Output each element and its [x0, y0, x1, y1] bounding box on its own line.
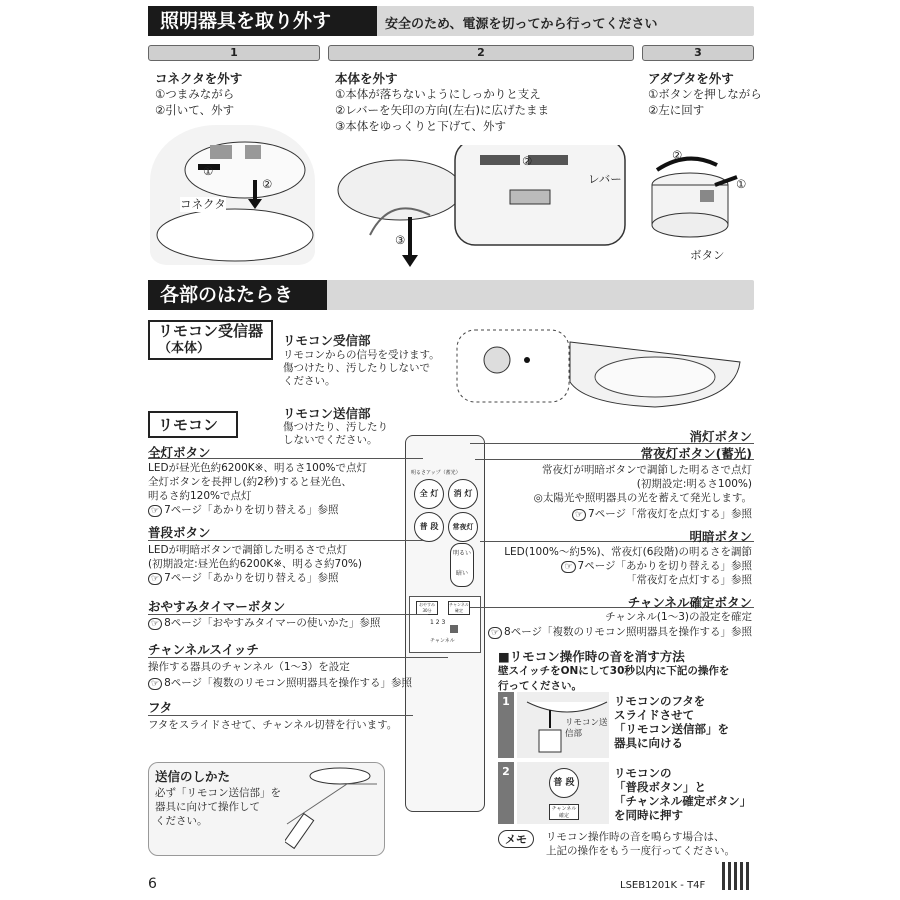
receiver-line-1: リモコンからの信号を受けます。	[283, 349, 440, 361]
reference-icon: ☞	[148, 618, 162, 630]
oyasumi-ref	[148, 616, 380, 630]
memo-badge: メモ	[498, 830, 534, 848]
mute-step-2-text	[614, 766, 751, 822]
zentou-ref-text: 7ページ「あかりを切り替える」参照	[164, 504, 339, 516]
mute-step-1-text	[614, 694, 729, 750]
receiver-unit-drawing	[455, 322, 753, 410]
futa-line-1: フタをスライドさせて、チャンネル切替を行います。	[148, 719, 398, 731]
fudan-button[interactable]: 普 段	[414, 512, 444, 542]
receiver-line-2: 傷つけたり、汚したりしないで	[283, 362, 430, 374]
jouyatou-button[interactable]: 常夜灯	[448, 512, 478, 542]
jouyatou-heading: 常夜灯ボタン(蓄光)	[640, 446, 752, 461]
mute-step-2-line-1: リモコンの	[614, 766, 672, 780]
step-3-line-1: ①ボタンを押しながら	[648, 87, 762, 101]
memo-line-2: 上記の操作をもう一度行ってください。	[546, 845, 735, 857]
step-3-header: 3	[642, 45, 754, 61]
kurai-label: 暗い	[455, 570, 468, 577]
transmitter-heading: リモコン送信部	[283, 406, 371, 421]
step-3-line-2: ②左に回す	[648, 103, 705, 117]
shoutou-heading: 消灯ボタン	[689, 429, 752, 444]
remote-control	[405, 435, 485, 812]
fudan-line-2: (初期設定:昼光色約6200K※、明るさ約70%)	[148, 558, 362, 570]
meian-ref	[561, 559, 752, 573]
oyasumi-heading: おやすみタイマーボタン	[148, 599, 286, 614]
receiver-box-label	[148, 320, 273, 360]
remove-body-drawing	[330, 145, 628, 267]
adapter-drawing	[645, 150, 755, 250]
zentou-button[interactable]: 全 灯	[414, 479, 444, 509]
mute-step-1-line-1: リモコンのフタを	[614, 694, 706, 708]
step-2-label-lever: レバー	[588, 172, 622, 186]
section1-title: 照明器具を取り外す	[148, 6, 377, 36]
step-3-illustration	[645, 150, 755, 250]
channel-numbers: 1 2 3	[430, 619, 446, 626]
send-line-2: 器具に向けて操作して	[155, 801, 260, 813]
send-line-1: 必ず「リモコン送信部」を	[155, 787, 281, 799]
channel-switch-heading: チャンネルスイッチ	[148, 642, 259, 657]
mute-fudan-button: 普 段	[549, 768, 579, 798]
remote-box-label: リモコン	[148, 411, 238, 438]
section2-title: 各部のはたらき	[148, 280, 327, 310]
step-3-label-1: ①	[736, 177, 747, 191]
remote-top-caption: 明るさアップ（蓄光）	[411, 470, 461, 476]
qr-code-icon	[722, 862, 750, 890]
remote-lid-area	[409, 596, 481, 653]
step-2-heading: 本体を外す	[335, 71, 398, 86]
mute-line-1: 壁スイッチをONにして30秒以内に下記の操作を	[498, 665, 730, 677]
mute-step-2-image	[517, 762, 609, 824]
receiver-box-title: リモコン受信器	[158, 322, 264, 340]
step-2-label-lever-arrow: ②	[522, 154, 533, 168]
zentou-heading: 全灯ボタン	[148, 445, 211, 460]
step-2-line-2: ②レバーを矢印の方向(左右)に広げたまま	[335, 103, 549, 117]
receiver-line-3: ください。	[283, 375, 336, 387]
akarui-label: 明るい	[452, 550, 471, 557]
akarui-kurai-rocker[interactable]	[450, 543, 474, 587]
oyasumi-ref-text: 8ページ「おやすみタイマーの使いかた」参照	[164, 617, 381, 629]
step-2-line-1: ①本体が落ちないようにしっかりと支え	[335, 87, 541, 101]
channel-kakutei-ref-text: 8ページ「複数のリモコン照明器具を操作する」参照	[504, 626, 752, 638]
channel-switch[interactable]	[450, 625, 458, 633]
zentou-ref	[148, 503, 339, 517]
mute-step-1-number: 1	[498, 692, 514, 758]
channel-kakutei-heading: チャンネル確定ボタン	[627, 595, 752, 610]
oyasumi-button[interactable]: おやすみ30分	[416, 601, 438, 615]
channel-switch-ref	[148, 676, 412, 690]
jouyatou-ref-text: 7ページ「常夜灯を点灯する」参照	[588, 508, 752, 520]
section1-notice: 安全のため、電源を切ってから行ってください	[385, 17, 658, 32]
meian-heading: 明暗ボタン	[689, 529, 752, 544]
jouyatou-line-1: 常夜灯が明暗ボタンで調節した明るさで点灯	[542, 464, 752, 476]
mute-step-1-line-2: スライドさせて	[614, 708, 695, 722]
receiver-heading: リモコン受信部	[283, 333, 371, 348]
mute-step-1-line-3: 「リモコン送信部」を	[614, 722, 729, 736]
reference-icon: ☞	[488, 627, 502, 639]
send-howto-drawing	[285, 764, 380, 852]
step-1-label-connector: コネクタ	[180, 197, 226, 211]
mute-step-2-line-4: を同時に押す	[614, 808, 683, 822]
futa-heading: フタ	[148, 700, 173, 715]
page-number: 6	[148, 876, 157, 892]
zentou-line-2: 全灯ボタンを長押し(約2秒)すると昼光色、	[148, 476, 352, 488]
jouyatou-line-2: (初期設定:明るさ100%)	[636, 478, 752, 490]
reference-icon: ☞	[148, 573, 162, 585]
transmitter-line-2: しないでください。	[283, 434, 378, 446]
reference-icon: ☞	[148, 505, 162, 517]
channel-switch-ref-text: 8ページ「複数のリモコン照明器具を操作する」参照	[164, 677, 413, 689]
fudan-line-1: LEDが明暗ボタンで調節した明るさで点灯	[148, 544, 348, 556]
jouyatou-ref	[572, 507, 752, 521]
document-code: LSEB1201K - T4F	[620, 880, 706, 891]
step-1-label-1: ①	[203, 164, 214, 178]
fudan-heading: 普段ボタン	[148, 525, 211, 540]
leader-futa	[148, 715, 413, 716]
reference-icon: ☞	[561, 561, 575, 573]
mute-step-1-line-4: 器具に向ける	[614, 736, 683, 750]
receiver-illustration	[455, 322, 753, 410]
memo-line-1: リモコン操作時の音を鳴らす場合は、	[546, 831, 725, 843]
transmitter-line-1: 傷つけたり、汚したり	[283, 421, 388, 433]
step-1-illustration	[150, 125, 315, 265]
channel-switch-line-1: 操作する器具のチャンネル（1〜3）を設定	[148, 661, 350, 673]
mute-step-2-line-2: 「普段ボタン」と	[614, 780, 706, 794]
step-2-illustration	[330, 145, 628, 267]
mute-channel-button: チャンネル確定	[549, 804, 579, 820]
meian-line-1: LED(100%〜約5%)、常夜灯(6段階)の明るさを調節	[504, 546, 752, 558]
channel-kakutei-line-1: チャンネル(1〜3)の設定を確定	[605, 611, 752, 623]
channel-kakutei-ref	[488, 625, 752, 639]
jouyatou-line-3: ◎太陽光や照明器具の光を蓄えて発光します。	[533, 492, 752, 504]
meian-ref-text: 7ページ「あかりを切り替える」参照	[577, 560, 752, 572]
step-3-label-2: ②	[672, 148, 683, 162]
mute-step-2-number: 2	[498, 762, 514, 824]
ceiling-connector-drawing	[150, 125, 315, 265]
step-1-header: 1	[148, 45, 320, 61]
step-1-line-1: ①つまみながら	[155, 87, 235, 101]
step-3-label-button: ボタン	[690, 248, 725, 262]
step-1-heading: コネクタを外す	[155, 71, 243, 86]
reference-icon: ☞	[148, 678, 162, 690]
mute-title: ■リモコン操作時の音を消す方法	[498, 649, 685, 664]
mute-step-2-line-3: 「チャンネル確定ボタン」	[614, 794, 752, 808]
zentou-line-3: 明るさ約120%で点灯	[148, 490, 252, 502]
step-2-label-down: ③	[395, 233, 406, 247]
send-line-3: ください。	[155, 815, 208, 827]
step-2-line-3: ③本体をゆっくりと下げて、外す	[335, 119, 506, 133]
step-2-header: 2	[328, 45, 634, 61]
fudan-ref	[148, 571, 339, 585]
fudan-ref-text: 7ページ「あかりを切り替える」参照	[164, 572, 339, 584]
shoutou-button[interactable]: 消 灯	[448, 479, 478, 509]
step-1-label-2: ②	[262, 177, 273, 191]
reference-icon: ☞	[572, 509, 586, 521]
zentou-line-1: LEDが昼光色約6200K※、明るさ100%で点灯	[148, 462, 367, 474]
step-1-line-2: ②引いて、外す	[155, 103, 235, 117]
mute-step-1-label: リモコン送信部	[565, 718, 608, 739]
channel-kakutei-button[interactable]: チャンネル確定	[449, 602, 469, 613]
channel-label: チャンネル	[430, 638, 455, 644]
step-3-heading: アダプタを外す	[648, 71, 734, 86]
meian-ref-2: 「常夜灯を点灯する」参照	[626, 574, 752, 586]
send-heading: 送信のしかた	[155, 769, 231, 784]
mute-line-2: 行ってください。	[498, 680, 582, 692]
receiver-box-subtitle: （本体）	[158, 341, 211, 356]
